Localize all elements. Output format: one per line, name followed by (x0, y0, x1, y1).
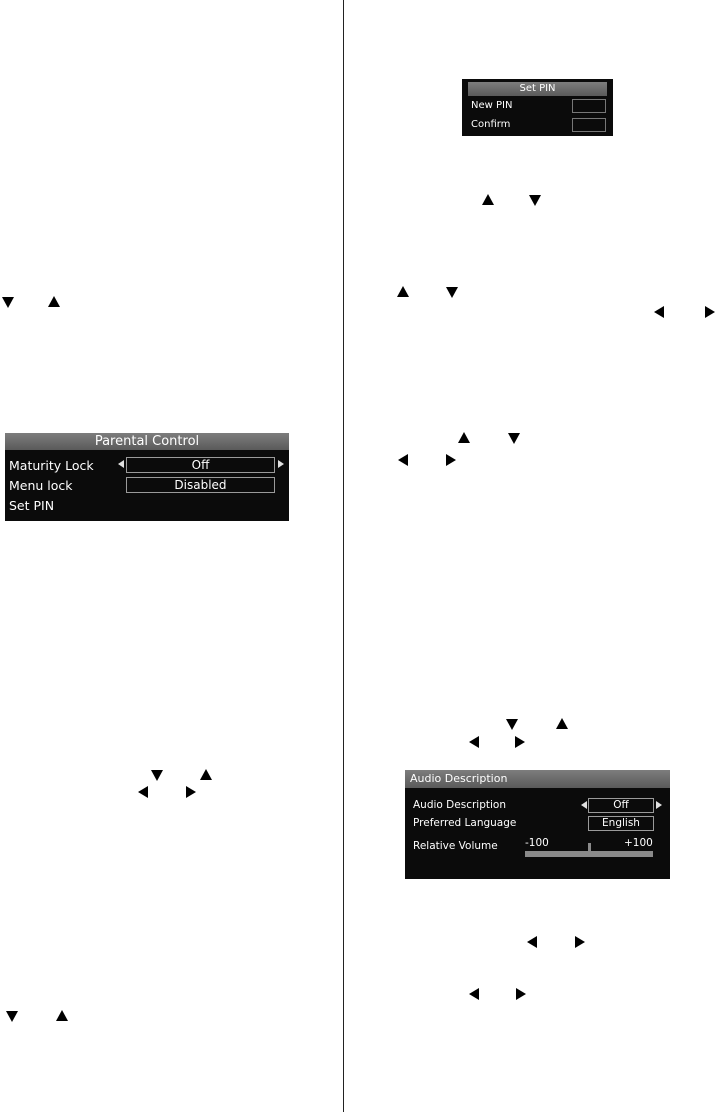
arrow-down-icon (506, 719, 518, 730)
volume-max-label: +100 (624, 837, 653, 849)
parental-control-panel (5, 433, 289, 521)
menu-lock-select[interactable]: Disabled (126, 477, 275, 493)
menu-lock-label: Menu lock (9, 478, 73, 493)
arrow-left-icon (398, 454, 408, 466)
arrow-right-icon (186, 786, 196, 798)
arrow-up-icon (56, 1010, 68, 1021)
set-pin-item[interactable]: Set PIN (9, 498, 55, 513)
arrow-left-icon (469, 988, 479, 1000)
preferred-language-label: Preferred Language (413, 817, 517, 829)
arrow-down-icon (529, 195, 541, 206)
arrow-right-icon (446, 454, 456, 466)
arrow-up-icon (48, 296, 60, 307)
arrow-left-icon[interactable] (118, 460, 124, 468)
new-pin-label: New PIN (471, 100, 513, 111)
arrow-left-icon (138, 786, 148, 798)
arrow-down-icon (2, 297, 14, 308)
panel-title: Set PIN (468, 82, 607, 96)
volume-min-label: -100 (525, 837, 549, 849)
preferred-language-select[interactable]: English (588, 816, 654, 831)
panel-title: Audio Description (405, 770, 670, 788)
arrow-down-icon (508, 433, 520, 444)
arrow-right-icon[interactable] (278, 460, 284, 468)
arrow-up-icon (482, 194, 494, 205)
arrow-down-icon (6, 1011, 18, 1022)
arrow-down-icon (446, 287, 458, 298)
arrow-up-icon (556, 718, 568, 729)
arrow-left-icon (469, 736, 479, 748)
arrow-left-icon[interactable] (581, 801, 587, 809)
arrow-right-icon (516, 988, 526, 1000)
arrow-down-icon (151, 770, 163, 781)
audio-description-panel (405, 770, 670, 879)
confirm-pin-input[interactable] (572, 118, 606, 132)
arrow-right-icon (515, 736, 525, 748)
maturity-lock-label: Maturity Lock (9, 458, 94, 473)
relative-volume-slider[interactable] (525, 851, 653, 857)
arrow-right-icon[interactable] (656, 801, 662, 809)
new-pin-input[interactable] (572, 99, 606, 113)
arrow-up-icon (200, 769, 212, 780)
maturity-lock-select[interactable]: Off (126, 457, 275, 473)
arrow-up-icon (458, 432, 470, 443)
audio-description-select[interactable]: Off (588, 798, 654, 813)
arrow-up-icon (397, 286, 409, 297)
panel-title: Parental Control (5, 433, 289, 450)
arrow-right-icon (705, 306, 715, 318)
relative-volume-label: Relative Volume (413, 840, 498, 852)
confirm-label: Confirm (471, 119, 511, 130)
slider-handle[interactable] (588, 843, 591, 853)
set-pin-panel (462, 79, 613, 136)
audio-description-label: Audio Description (413, 799, 506, 811)
arrow-left-icon (527, 936, 537, 948)
column-divider (343, 0, 344, 1112)
arrow-right-icon (575, 936, 585, 948)
arrow-left-icon (654, 306, 664, 318)
